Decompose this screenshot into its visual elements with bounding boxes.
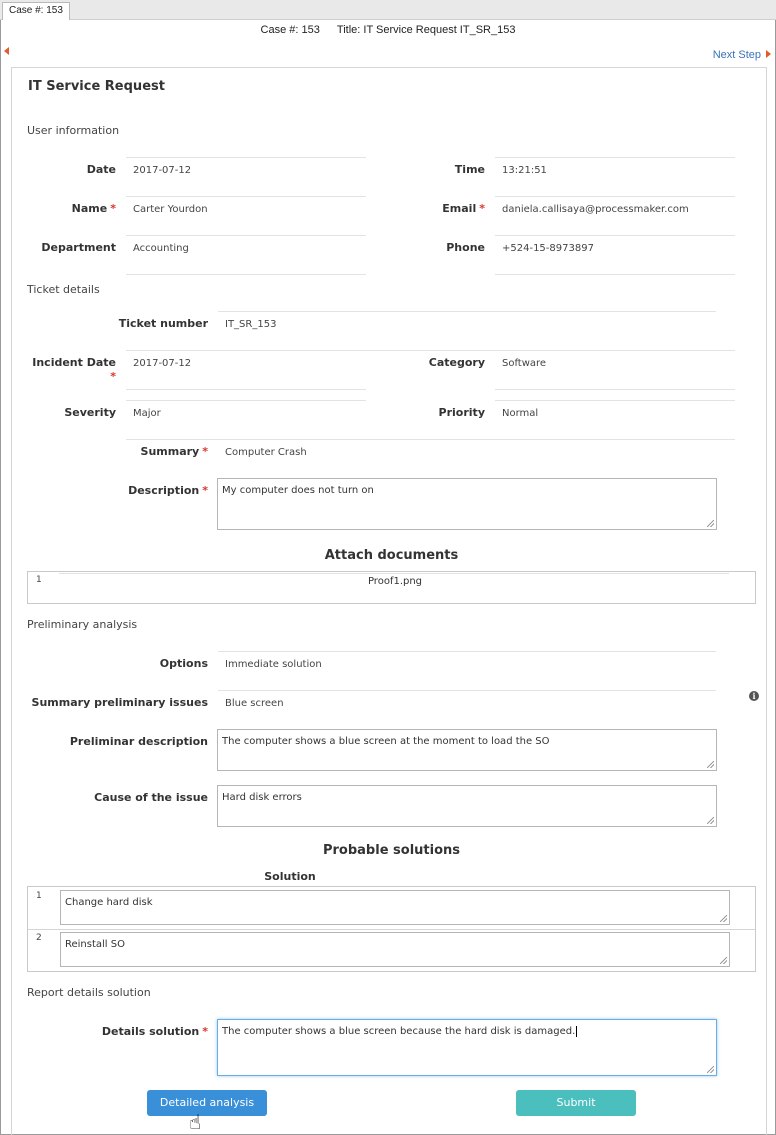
info-icon[interactable]: i — [749, 691, 759, 701]
phone-label: Phone — [446, 241, 485, 254]
name-field[interactable]: Carter Yourdon — [126, 196, 366, 236]
severity-label: Severity — [64, 406, 116, 419]
phone-field[interactable]: +524-15-8973897 — [495, 235, 735, 275]
tab-bar — [0, 0, 776, 20]
name-label: Name * — [71, 202, 116, 215]
cause-issue-textarea[interactable]: Hard disk errors — [217, 785, 717, 827]
summary-issues-label: Summary preliminary issues — [31, 696, 208, 709]
attach-documents-title: Attach documents — [324, 548, 459, 563]
priority-label: Priority — [438, 406, 485, 419]
description-label: Description * — [128, 484, 208, 497]
category-field[interactable]: Software — [495, 350, 735, 390]
summary-field[interactable]: Computer Crash — [218, 439, 716, 479]
section-ticket-details: Ticket details — [27, 283, 100, 296]
category-label: Category — [428, 356, 485, 369]
solution-row-number: 2 — [36, 933, 42, 943]
case-title: Title: IT Service Request IT_SR_153 — [336, 24, 516, 36]
form-title: IT Service Request — [28, 79, 165, 94]
text-caret — [576, 1026, 577, 1037]
preliminar-description-label: Preliminar description — [69, 735, 208, 748]
department-label: Department — [41, 241, 116, 254]
severity-field[interactable]: Major — [126, 400, 366, 440]
preliminar-description-textarea[interactable]: The computer shows a blue screen at the moment to load the SO — [217, 729, 717, 771]
solution-textarea[interactable]: Reinstall SO — [60, 932, 730, 967]
probable-solutions-title: Probable solutions — [322, 843, 461, 858]
attached-file-link[interactable]: Proof1.png — [367, 576, 423, 587]
solutions-grid-divider — [28, 929, 755, 930]
ticket-number-field[interactable]: IT_SR_153 — [218, 311, 716, 351]
details-solution-label: Details solution * — [101, 1025, 208, 1038]
detailed-analysis-button[interactable]: Detailed analysis — [147, 1090, 267, 1116]
case-header — [0, 24, 776, 36]
incident-date-label: Incident Date * — [32, 356, 116, 383]
section-user-information: User information — [27, 124, 120, 137]
description-textarea[interactable]: My computer does not turn on — [217, 478, 717, 530]
summary-label: Summary * — [140, 445, 208, 458]
options-label: Options — [159, 657, 208, 670]
date-label: Date — [86, 163, 116, 176]
time-label: Time — [454, 163, 485, 176]
required-mark: * — [202, 484, 208, 497]
solution-textarea[interactable]: Change hard disk — [60, 890, 730, 925]
time-field[interactable]: 13:21:51 — [495, 157, 735, 197]
hand-pointer-icon: ☝ — [189, 1110, 202, 1134]
ticket-number-label: Ticket number — [118, 317, 208, 330]
email-field[interactable]: daniela.callisaya@processmaker.com — [495, 196, 735, 236]
priority-field[interactable]: Normal — [495, 400, 735, 440]
department-field[interactable]: Accounting — [126, 235, 366, 275]
section-report-details: Report details solution — [27, 986, 151, 999]
case-number: Case #: 153 — [260, 24, 320, 36]
next-step-arrow-icon[interactable] — [766, 50, 771, 58]
options-field[interactable]: Immediate solution — [218, 651, 716, 691]
details-solution-textarea[interactable] — [217, 1019, 717, 1076]
attach-grid-divider — [59, 573, 729, 574]
details-solution-text: The computer shows a blue screen because the hard disk is damaged. — [222, 1026, 576, 1037]
white-overlay — [730, 1070, 766, 1134]
solution-row-number: 1 — [36, 891, 42, 901]
next-step-link[interactable]: Next Step — [712, 49, 761, 61]
solution-column-header: Solution — [264, 870, 316, 883]
required-mark: * — [202, 445, 208, 458]
incident-date-field[interactable]: 2017-07-12 — [126, 350, 366, 390]
summary-issues-field[interactable]: Blue screen — [218, 690, 716, 730]
required-mark: * — [110, 202, 116, 215]
previous-step-arrow-icon[interactable] — [4, 47, 9, 55]
section-preliminary-analysis: Preliminary analysis — [27, 618, 138, 631]
cause-issue-label: Cause of the issue — [94, 791, 208, 804]
required-mark: * — [202, 1025, 208, 1038]
submit-button[interactable]: Submit — [516, 1090, 636, 1116]
required-mark: * — [479, 202, 485, 215]
email-label: Email * — [442, 202, 485, 215]
date-field[interactable]: 2017-07-12 — [126, 157, 366, 197]
tab-case[interactable]: Case #: 153 — [2, 2, 70, 20]
attach-row-number: 1 — [36, 575, 42, 585]
required-mark: * — [110, 370, 116, 383]
